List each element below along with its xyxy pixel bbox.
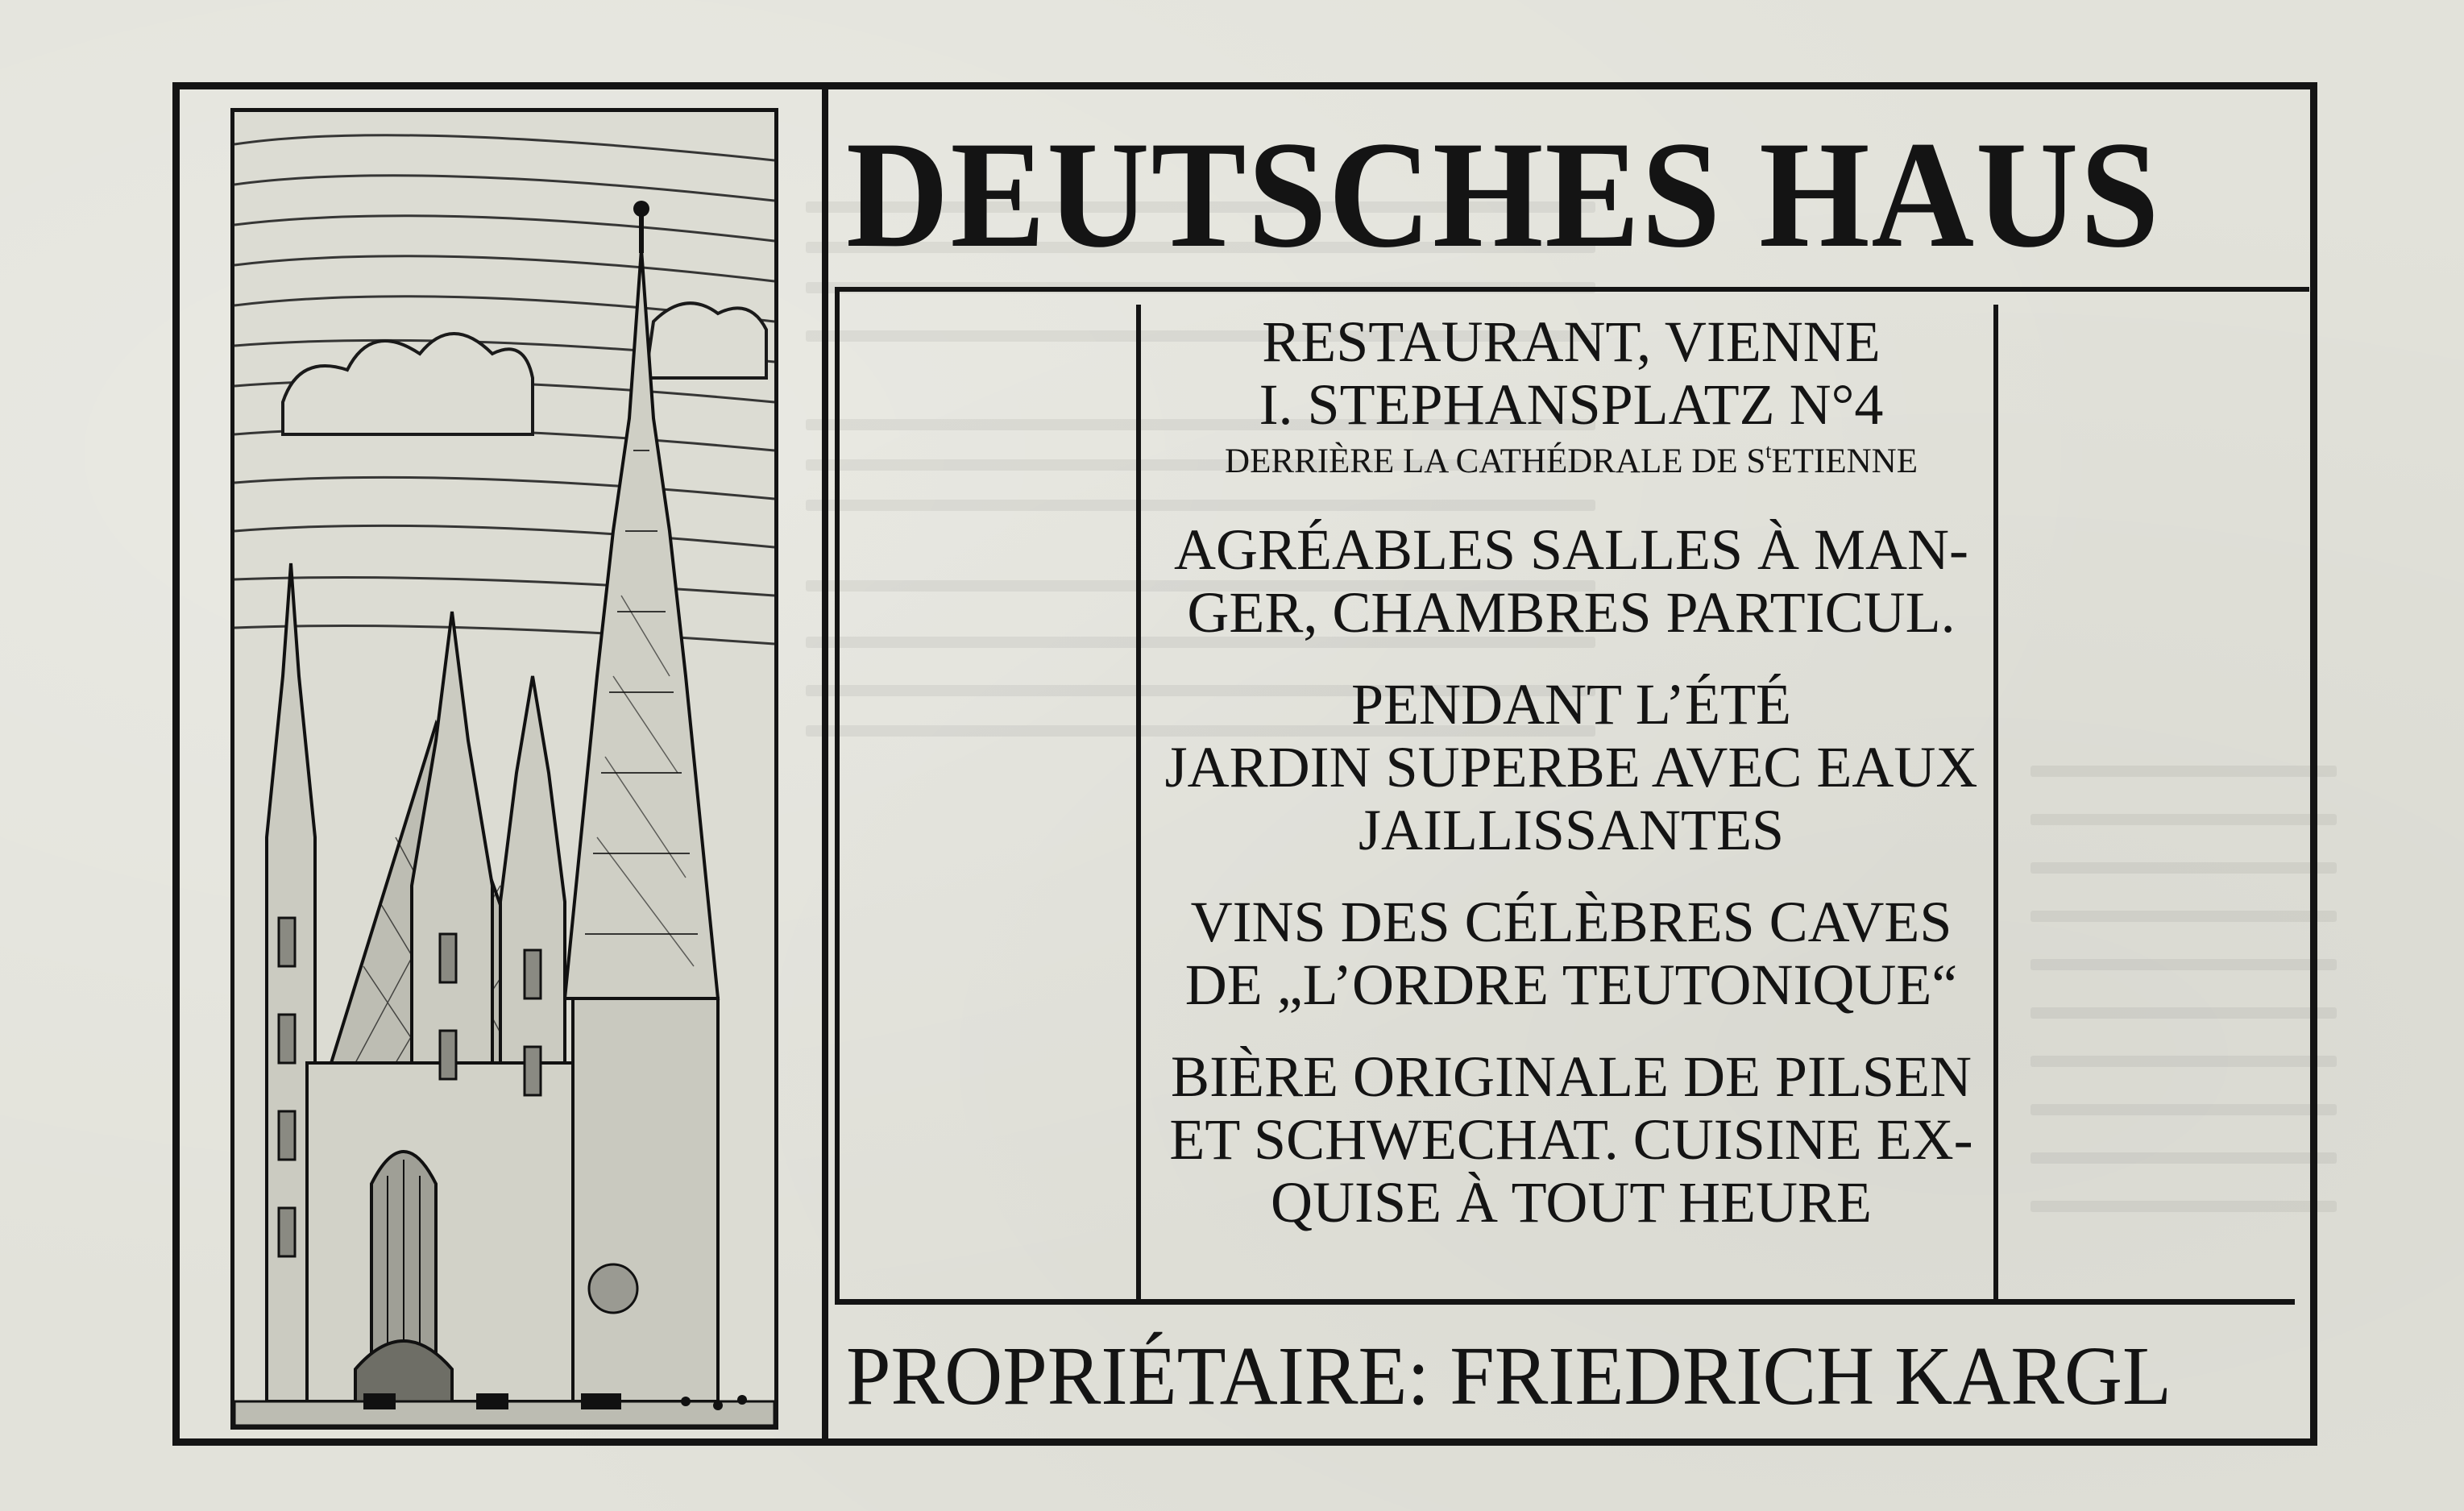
cathedral-illustration: [230, 108, 778, 1430]
panel-rule-left: [1136, 305, 1141, 1301]
page-title: DEUTSCHES HAUS: [846, 110, 2161, 280]
address-line-1: RESTAURANT, VIENNE: [1262, 309, 1881, 374]
divider-left: [822, 89, 828, 1443]
address-line-3-suffix: ETIENNE: [1771, 442, 1918, 480]
summer-line-2: JARDIN SUPERBE AVEC EAUX: [1164, 735, 1978, 799]
description-panel: [1152, 310, 1990, 1234]
address-line-3-prefix: DERRIÈRE LA CATHÉDRALE DE S: [1225, 442, 1766, 480]
owner-line: PROPRIÉTAIRE: FRIEDRICH KARGL: [846, 1330, 2172, 1422]
summer-line-1: PENDANT L’ÉTÉ: [1351, 672, 1791, 737]
address-line-3: [1152, 441, 1990, 483]
address-line-2: I. STEPHANSPLATZ N°4: [1259, 372, 1884, 437]
summer-line-3: JAILLISSANTES: [1358, 798, 1784, 862]
beer-line-2: ET SCHWECHAT. CUISINE EX-: [1169, 1107, 1973, 1172]
beer-line-1: BIÈRE ORIGINALE DE PILSEN: [1171, 1044, 1972, 1109]
footer-rule: [835, 1299, 2295, 1305]
beer-line-3: QUISE À TOUT HEURE: [1270, 1170, 1872, 1235]
panel-side-left: [835, 287, 840, 1304]
rooms-line-2: GER, CHAMBRES PARTICUL.: [1187, 580, 1956, 645]
wines-line-2: DE „L’ORDRE TEUTONIQUE“: [1184, 953, 1958, 1017]
header-rule: [835, 287, 2309, 292]
rooms-line-1: AGRÉABLES SALLES À MAN-: [1173, 517, 1969, 582]
panel-rule-right: [1993, 305, 1998, 1301]
wines-line-1: VINS DES CÉLÈBRES CAVES: [1190, 890, 1952, 954]
address-line-3-sup: t: [1765, 439, 1772, 463]
cathedral-icon: [234, 112, 774, 1426]
